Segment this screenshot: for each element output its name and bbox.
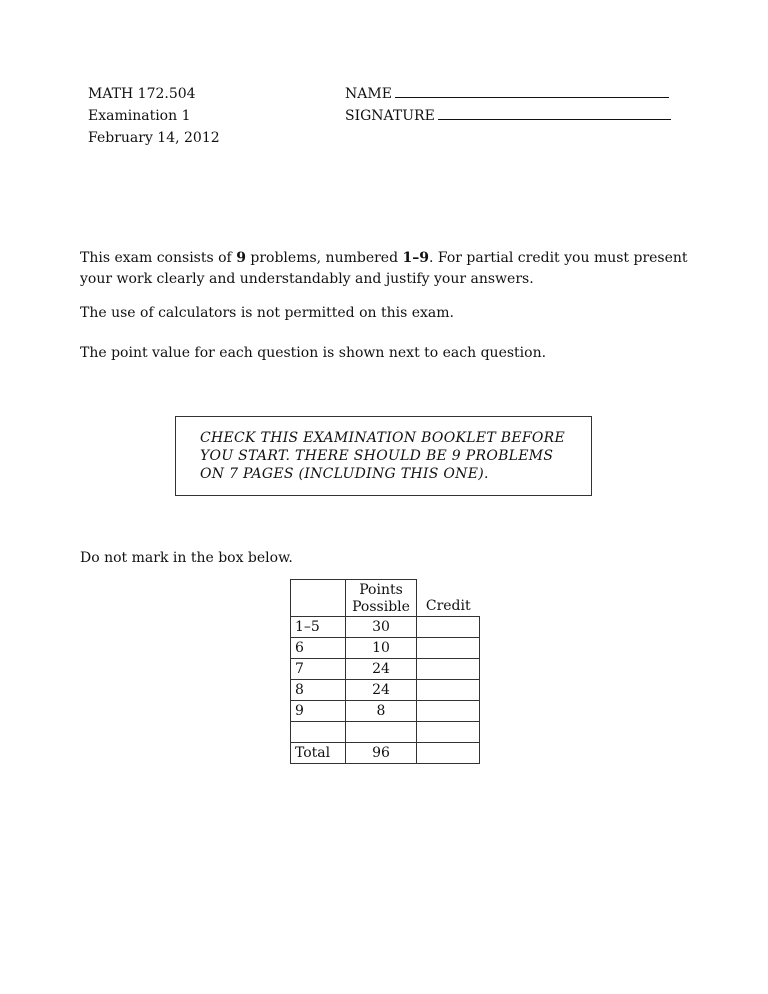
name-line: [395, 96, 669, 98]
notice-text: CHECK THIS EXAMINATION BOOKLET BEFORE YOU START. THERE SHOULD BE 9 PROBLEMS ON 7 PAGES (INCLUDING THIS ONE).: [200, 430, 566, 482]
table-row: 7 24: [291, 659, 480, 680]
credit-cell[interactable]: [417, 638, 480, 659]
grading-table: [290, 579, 480, 764]
exam-title: Examination 1: [88, 108, 191, 124]
header-credit: Credit: [425, 598, 471, 614]
instructions-paragraph-3: The point value for each question is shown next to each question.: [80, 345, 547, 361]
exam-date: February 14, 2012: [88, 130, 220, 146]
notice-box: [175, 416, 592, 496]
instructions-paragraph-2: The use of calculators is not permitted on this exam.: [80, 305, 454, 321]
table-row: 8 24: [291, 680, 480, 701]
problem-count: 9: [236, 250, 246, 266]
name-field[interactable]: [345, 84, 669, 104]
table-row: 9 8: [291, 701, 480, 722]
credit-cell[interactable]: [417, 659, 480, 680]
header-points-possible: Points Possible: [346, 580, 417, 617]
signature-label: SIGNATURE: [345, 108, 435, 124]
course-code: MATH 172.504: [88, 86, 196, 102]
table-row-total: Total 96: [291, 743, 480, 764]
signature-field[interactable]: [345, 106, 671, 126]
instructions-paragraph-1: This exam consists of 9 problems, numbered 1–9. For partial credit you must present your work clearly and understandably and justify your answers.: [80, 250, 688, 287]
signature-line: [438, 118, 671, 120]
credit-cell[interactable]: [417, 617, 480, 638]
table-row: 1–5 30: [291, 617, 480, 638]
credit-cell[interactable]: [417, 701, 480, 722]
credit-cell[interactable]: [417, 680, 480, 701]
grading-note: Do not mark in the box below.: [80, 550, 293, 566]
table-row: 6 10: [291, 638, 480, 659]
credit-cell-total[interactable]: [417, 743, 480, 764]
name-label: NAME: [345, 86, 392, 102]
problem-range: 1–9: [402, 250, 429, 266]
